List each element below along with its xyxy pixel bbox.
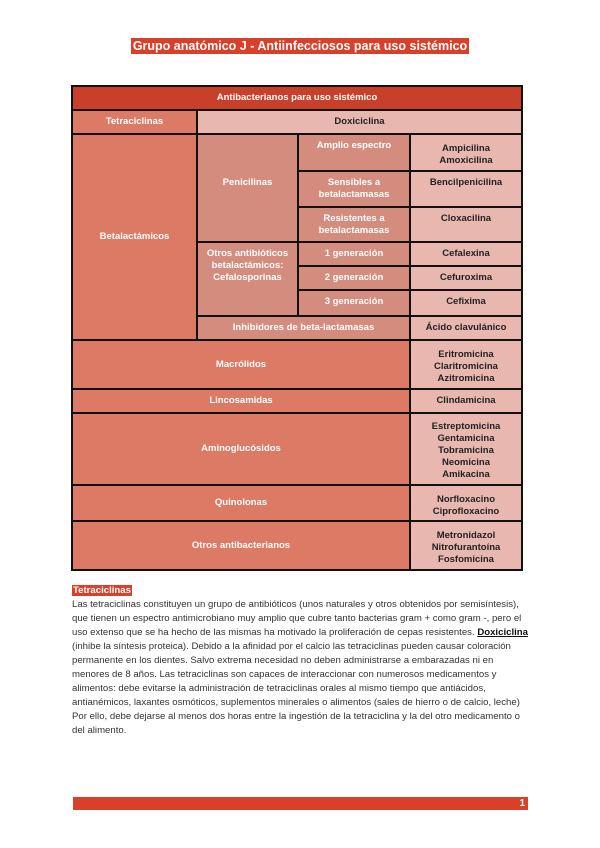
table-header: Antibacterianos para uso sistémico <box>73 87 521 109</box>
cell-cefalosporinas: Otros antibióticos betalactámicos: Cefalosporinas <box>198 243 297 315</box>
drug: Azitromicina <box>437 373 495 384</box>
doxiciclina-link[interactable]: Doxiciclina <box>477 627 528 638</box>
drug: Metronidazol <box>436 530 496 541</box>
cell-lincosamidas: Lincosamidas <box>73 390 409 412</box>
drug: Neomicina <box>441 457 491 468</box>
cell-amplio-drugs <box>411 135 521 170</box>
cell-gen3: 3 generación <box>299 291 409 315</box>
cell-doxiciclina: Doxiciclina <box>198 111 521 133</box>
cell-gen2-drug: Cefuroxima <box>411 267 521 289</box>
cell-resistentes-drug: Cloxacilina <box>411 208 521 241</box>
cell-macrolidos-drugs <box>411 341 521 388</box>
page-number: 1 <box>519 798 525 809</box>
cell-lincosamidas-drug: Clindamicina <box>411 390 521 412</box>
drug: Claritromicina <box>434 361 498 372</box>
drug: Ampicilina <box>441 143 491 154</box>
cell-resistentes: Resistentes a betalactamasas <box>299 208 409 241</box>
drug: Nitrofurantoína <box>431 542 501 553</box>
cell-sensibles-drug: Bencilpenicilina <box>411 172 521 206</box>
cell-inhibidores-drug: Ácido clavulánico <box>411 317 521 339</box>
cell-amplio: Amplio espectro <box>299 135 409 170</box>
cell-quinolonas-drugs <box>411 486 521 520</box>
cell-aminoglucosidos-drugs <box>411 414 521 484</box>
drug: Amikacina <box>442 469 490 480</box>
cell-gen3-drug: Cefixima <box>411 291 521 315</box>
cell-sensibles: Sensibles a betalactamasas <box>299 172 409 206</box>
page-title <box>0 37 600 55</box>
section-heading: Tetraciclinas <box>73 585 131 596</box>
tetraciclinas-section <box>72 584 532 738</box>
cell-otros-drugs <box>411 522 521 569</box>
drug: Fosfomicina <box>438 554 494 565</box>
paragraph-part-1: Las tetraciclinas constituyen un grupo de antibióticos (unos naturales y otros obtenidos por semisíntesis), que tienen un espectro antimicrobiano muy amplio que cubre tanto bacterias gram + como gram -, pero el uso extenso que se ha hecho de las mismas ha motivado la proliferación de cepas resistentes. <box>72 599 522 638</box>
drug: Ciprofloxacino <box>432 505 500 517</box>
cell-tetraciclinas: Tetraciclinas <box>73 111 196 133</box>
cell-gen1-drug: Cefalexina <box>411 243 521 265</box>
drug: Amoxicilina <box>439 155 493 166</box>
cell-macrolidos: Macrólidos <box>73 341 409 388</box>
cell-aminoglucosidos: Aminoglucósidos <box>73 414 409 484</box>
cell-betalactamicos: Betalactámicos <box>73 135 196 339</box>
title-text: Grupo anatómico J - Antiinfecciosos para uso sistémico <box>132 39 468 53</box>
drug: Gentamicina <box>437 433 495 444</box>
drug: Norfloxacino <box>436 493 496 505</box>
drug: Tobramicina <box>438 445 494 456</box>
footer-bar <box>73 797 528 810</box>
drug: Estreptomicina <box>431 421 501 432</box>
cell-penicilinas: Penicilinas <box>198 135 297 241</box>
paragraph-part-2: (inhibe la síntesis proteica). Debido a la afinidad por el calcio las tetraciclinas pueden causar coloración permanente en los dientes. Salvo extrema necesidad no deben administrarse a embarazadas ni en menores de 8 años. Las tetraciclinas son capaces de interaccionar con numerosos medicamentos y alimentos: debe evitarse la administración de tetraciclinas orales al mismo tiempo que antiácidos, antianémicos, laxantes osmóticos, suplementos minerales o alimentos (sales de hierro o de calcio, leche) Por ello, debe dejarse al menos dos horas entre la ingestión de la tetraciclina y la del otro medicamento o del alimento. <box>72 641 520 736</box>
cell-gen1: 1 generación <box>299 243 409 265</box>
cell-quinolonas: Quinolonas <box>73 486 409 520</box>
cell-inhibidores: Inhibidores de beta-lactamasas <box>198 317 409 339</box>
cell-gen2: 2 generación <box>299 267 409 289</box>
antibacterial-table <box>71 85 523 571</box>
drug: Eritromicina <box>438 349 494 360</box>
cell-otros: Otros antibacterianos <box>73 522 409 569</box>
